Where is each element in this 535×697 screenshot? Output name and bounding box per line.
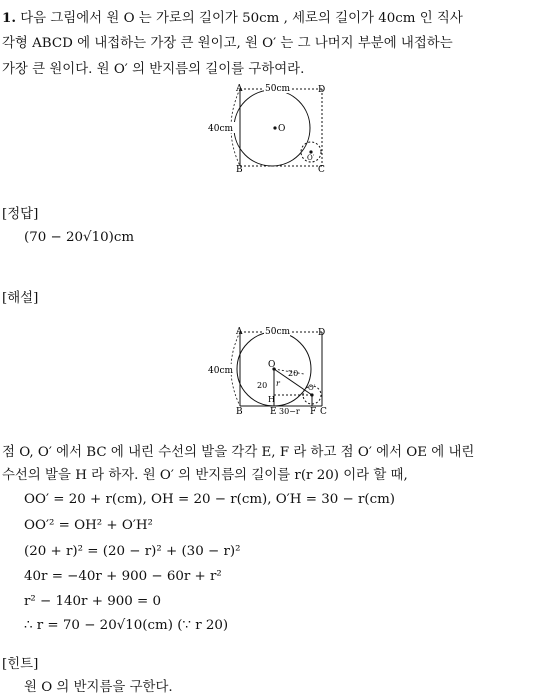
label-50cm-2: 50cm [265,327,291,337]
equation-4: 40r = −40r + 900 − 60r + r² [24,569,222,584]
label-20-vertical: 20 [257,381,268,390]
figure-solution [200,324,340,418]
equation-5: r² − 140r + 900 = 0 [24,594,162,609]
problem-number: 1. [2,10,16,26]
point-o-prime-2 [310,393,313,396]
label-b-2: B [236,407,243,417]
label-o-prime-2: O′ [308,384,316,392]
figure-rectangle-circles [200,80,340,180]
equation-3: (20 + r)² = (20 − r)² + (30 − r)² [24,544,241,559]
explanation-line-2: 수선의 발을 H 라 하자. 원 O′ 의 반지름의 길이를 r(r 20) 이라 할 때, [2,468,408,483]
problem-line-3: 가장 큰 원이다. 원 O′ 의 반지름의 길이를 구하여라. [2,62,305,77]
label-d-2: D [318,328,326,338]
label-20-radius: 20 [288,369,299,378]
label-d: D [318,85,326,95]
explanation-heading: [해설] [2,291,39,306]
problem-line-1 [2,9,463,28]
label-a: A [236,84,243,94]
label-r: r [276,379,280,388]
label-o-prime: O′ [307,154,315,162]
problem-text-1: 다음 그림에서 원 O 는 가로의 길이가 50cm , 세로의 길이가 40cm 인 직사 [20,11,463,26]
equation-2: OO′² = OH² + O′H² [24,518,153,533]
label-h: H [268,395,275,404]
hint-text: 원 O 의 반지름을 구한다. [24,680,173,695]
label-40cm: 40cm [208,124,234,134]
label-40cm-2: 40cm [208,366,234,376]
answer-heading: [정답] [2,207,39,222]
label-c-2: C [320,407,327,417]
explanation-line-1: 점 O, O′ 에서 BC 에 내린 수선의 발을 각각 E, F 라 하고 점 O′ 에서 OE 에 내린 [2,445,475,460]
equation-6: ∴ r = 70 − 20√10(cm) (∵ r 20) [24,618,229,633]
problem-line-2: 각형 ABCD 에 내접하는 가장 큰 원이고, 원 O′ 는 그 나머지 부분에 내접하는 [2,36,453,51]
label-50cm: 50cm [265,84,291,94]
label-o-2: O [268,360,276,370]
hint-heading: [힌트] [2,657,39,672]
label-o: O [278,124,286,134]
answer-value: (70 − 20√10)cm [24,230,135,245]
label-e: E [270,407,277,417]
equation-1: OO′ = 20 + r(cm), OH = 20 − r(cm), O′H = 30 − r(cm) [24,492,396,507]
circle-o [234,90,310,166]
label-c: C [318,165,325,175]
point-o [273,126,276,129]
label-a-2: A [236,327,243,337]
label-30-minus-r: 30−r [279,407,300,416]
label-b: B [236,165,243,175]
label-f: F [310,407,317,417]
